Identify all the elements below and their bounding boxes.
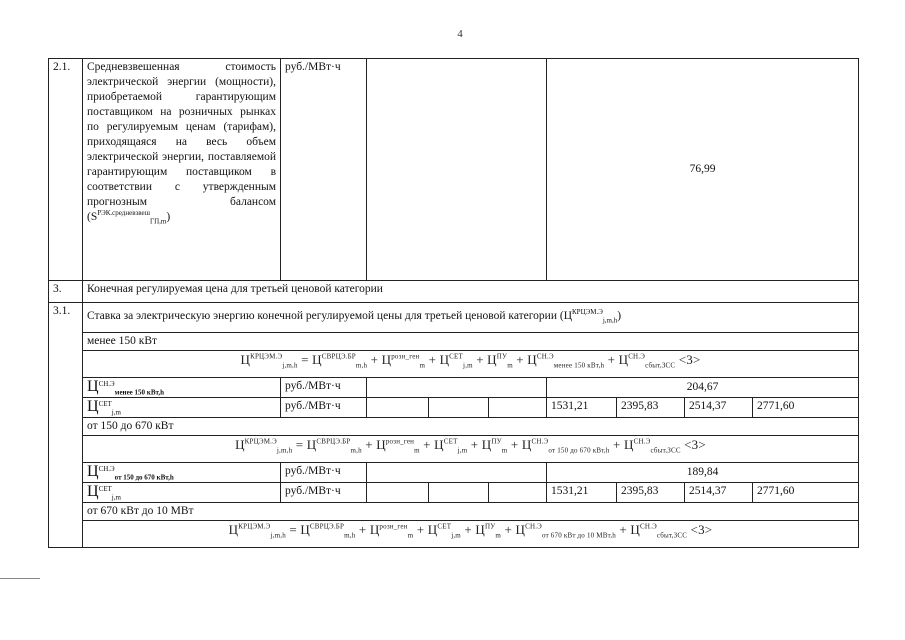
empty-cell: [367, 378, 547, 398]
empty-cell: [367, 463, 547, 483]
group-name-row: [49, 333, 859, 351]
group-name: от 150 до 670 кВт: [83, 418, 859, 436]
row-title: Конечная регулируемая цена для третьей ценовой категории: [83, 281, 859, 303]
sn-value: 204,67: [547, 378, 859, 398]
row-title: Ставка за электрическую энергию конечной регулируемой цены для третьей ценовой категории $(Ц^{КРЦЭМ.Э}_{j,m,h})$: [83, 303, 859, 333]
table-row-3-1: [49, 303, 859, 333]
empty-cell: [429, 398, 489, 418]
unit: руб./МВт·ч: [281, 378, 367, 398]
row-unit: руб./МВт·ч: [281, 59, 367, 281]
group-name-row: [49, 418, 859, 436]
formula-row: [49, 521, 859, 548]
set-label: $Ц^{СЕТ}_{j,m}$: [83, 483, 281, 503]
set-value: 1531,21: [547, 483, 617, 503]
empty-cell: [367, 483, 429, 503]
set-value: 1531,21: [547, 398, 617, 418]
page-number: 4: [457, 28, 463, 40]
set-value: 2395,83: [617, 483, 685, 503]
table-row: [49, 483, 859, 503]
row-number: 2.1.: [49, 59, 83, 281]
group-name-row: [49, 503, 859, 521]
group-name: от 670 кВт до 10 МВт: [83, 503, 859, 521]
empty-cell: [489, 483, 547, 503]
row-number: 3.: [49, 281, 83, 303]
unit: руб./МВт·ч: [281, 483, 367, 503]
empty-cell: [367, 398, 429, 418]
set-value: 2514,37: [685, 398, 753, 418]
row-description: Средневзвешенная стоимость электрической энергии (мощности), приобретаемой гарантирующим поставщиком на розничных рынках по регулируемым ценам (тарифам), приходящаяся на весь объем электрической энергии, поставляемой гарантирующим поставщиком в соответствии с утвержденным прогнозным балансом $(S^{РЭК.средневзвеш}_{ГП,m})$: [83, 59, 281, 281]
sn-label: $Ц^{СН.Э}_{менее 150 кВт,h}$: [83, 378, 281, 398]
formula: $Ц^{КРЦЭМ.Э}_{j,m,h} = Ц^{СВРЦЭ.БР}_{m,h} + Ц^{розн\_ген}_m + Ц^{СЕТ}_{j,m} + Ц^{ПУ}_m + Ц^{СН.Э}_{менее 150 кВт,h} + Ц^{СН.Э}_{сбыт,ЗСС} <3>$: [83, 351, 859, 378]
formula-row: [49, 351, 859, 378]
group-name: менее 150 кВт: [83, 333, 859, 351]
empty-cell: [429, 483, 489, 503]
unit: руб./МВт·ч: [281, 398, 367, 418]
table-row-2-1: [49, 59, 859, 281]
sn-value: 189,84: [547, 463, 859, 483]
tariff-table: [48, 58, 859, 548]
table-row: [49, 378, 859, 398]
set-label: $Ц^{СЕТ}_{j,m}$: [83, 398, 281, 418]
table-row: [49, 398, 859, 418]
table-row: [49, 463, 859, 483]
set-value: 2771,60: [753, 398, 859, 418]
formula: $Ц^{КРЦЭМ.Э}_{j,m,h} = Ц^{СВРЦЭ.БР}_{m,h} + Ц^{розн\_ген}_m + Ц^{СЕТ}_{j,m} + Ц^{ПУ}_m + Ц^{СН.Э}_{от 150 до 670 кВт,h} + Ц^{СН.Э}_{сбыт,ЗСС} <3>$: [83, 436, 859, 463]
unit: руб./МВт·ч: [281, 463, 367, 483]
table-row-3: [49, 281, 859, 303]
set-value: 2514,37: [685, 483, 753, 503]
row-value: 76,99: [547, 59, 859, 281]
formula-row: [49, 436, 859, 463]
set-value: 2771,60: [753, 483, 859, 503]
row-number: 3.1.: [49, 303, 83, 548]
sn-label: $Ц^{СН.Э}_{от 150 до 670 кВт,h}$: [83, 463, 281, 483]
empty-cell: [489, 398, 547, 418]
page-edge-mark: [0, 578, 40, 579]
empty-cell: [367, 59, 547, 281]
formula: $Ц^{КРЦЭМ.Э}_{j,m,h} = Ц^{СВРЦЭ.БР}_{m,h} + Ц^{розн\_ген}_m + Ц^{СЕТ}_{j,m} + Ц^{ПУ}_m + Ц^{СН.Э}_{от 670 кВт до 10 МВт,h} + Ц^{СН.Э}_{сбыт,ЗСС} <3>$: [83, 521, 859, 548]
set-value: 2395,83: [617, 398, 685, 418]
